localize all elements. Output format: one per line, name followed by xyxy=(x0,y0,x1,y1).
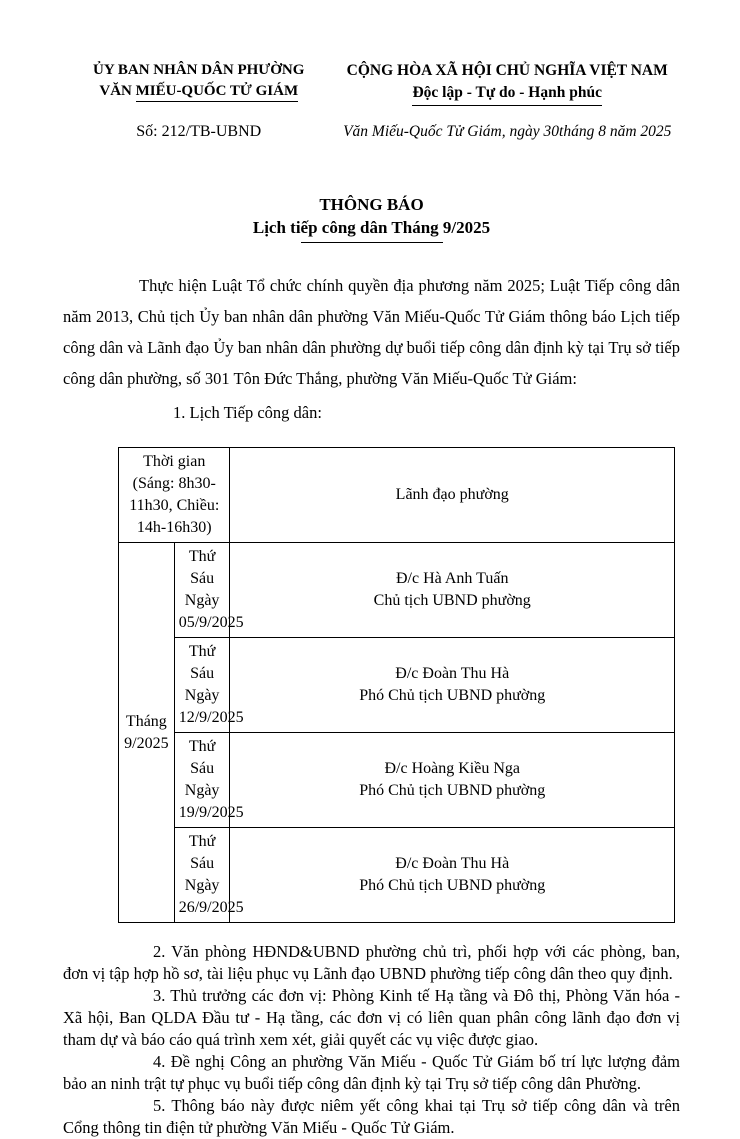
leader-cell xyxy=(230,733,675,828)
document-title: THÔNG BÁO xyxy=(319,195,424,214)
issuing-org-line2 xyxy=(63,81,334,102)
table-row xyxy=(119,828,675,923)
table-row xyxy=(119,733,675,828)
paragraph-4: 4. Đề nghị Công an phường Văn Miếu - Quốc Tử Giám bố trí lực lượng đảm bảo an ninh trật tự phục vụ buổi tiếp công dân định kỳ tại Trụ sở tiếp công dân Phường. xyxy=(63,1052,680,1093)
leader-title: Phó Chủ tịch UBND phường xyxy=(359,782,546,799)
document-subtitle: Lịch tiếp công dân Tháng 9/2025 xyxy=(252,218,491,237)
title-separator-rule xyxy=(301,242,443,243)
leader-cell xyxy=(230,638,675,733)
leader-title: Phó Chủ tịch UBND phường xyxy=(359,877,546,894)
national-header-block xyxy=(334,60,680,106)
document-header xyxy=(63,60,680,106)
month-cell: Tháng 9/2025 xyxy=(119,543,175,923)
date-cell xyxy=(174,733,244,828)
header-cell-leader: Lãnh đạo phường xyxy=(230,448,675,543)
leader-name: Đ/c Đoàn Thu Hà xyxy=(395,855,510,872)
paragraph-5: 5. Thông báo này được niêm yết công khai tại Trụ sở tiếp công dân và trên Cổng thông tin điện tử phường Văn Miếu - Quốc Tử Giám. xyxy=(63,1096,680,1137)
document-body xyxy=(63,270,680,1139)
leader-name: Đ/c Đoàn Thu Hà xyxy=(395,665,510,682)
date-label: Ngày 05/9/2025 xyxy=(178,592,244,631)
day-label: Thứ Sáu xyxy=(188,548,216,587)
leader-title: Chủ tịch UBND phường xyxy=(373,592,531,609)
date-label: Ngày 19/9/2025 xyxy=(178,782,244,821)
place-and-date: Văn Miếu-Quốc Tử Giám, ngày 30tháng 8 năm 2025 xyxy=(343,123,672,140)
day-label: Thứ Sáu xyxy=(188,833,216,872)
title-block xyxy=(63,193,680,243)
issuing-org-line2-prefix: VĂN xyxy=(99,83,136,99)
national-motto-line2: Độc lập - Tự do - Hạnh phúc xyxy=(412,81,601,106)
leader-name: Đ/c Hà Anh Tuấn xyxy=(396,570,509,587)
leader-cell xyxy=(230,828,675,923)
national-motto-line1: CỘNG HÒA XÃ HỘI CHỦ NGHĨA VIỆT NAM xyxy=(346,62,668,79)
header-time-line1: Thời gian xyxy=(143,453,206,470)
issuing-org-line2-underlined: MIẾU-QUỐC TỬ GIÁM xyxy=(136,83,299,102)
leader-cell xyxy=(230,543,675,638)
date-cell xyxy=(174,543,244,638)
header-cell-time xyxy=(119,448,230,543)
paragraph-2: 2. Văn phòng HĐND&UBND phường chủ trì, phối hợp với các phòng, ban, đơn vị tập hợp hồ sơ, tài liệu phục vụ Lãnh đạo UBND phường tiếp công dân theo quy định. xyxy=(63,942,680,983)
date-label: Ngày 12/9/2025 xyxy=(178,687,244,726)
issuing-org-block xyxy=(63,60,334,106)
schedule-table xyxy=(118,447,675,923)
leader-title: Phó Chủ tịch UBND phường xyxy=(359,687,546,704)
table-row xyxy=(119,638,675,733)
date-cell xyxy=(174,638,244,733)
issuing-org-line1: ỦY BAN NHÂN DÂN PHƯỜNG xyxy=(93,62,305,78)
table-header-row xyxy=(119,448,675,543)
document-header-row2 xyxy=(63,123,680,141)
paragraph-intro: Thực hiện Luật Tổ chức chính quyền địa phương năm 2025; Luật Tiếp công dân năm 2013, Chủ tịch Ủy ban nhân dân phường Văn Miếu-Quốc Tử Giám thông báo Lịch tiếp công dân và Lãnh đạo Ủy ban nhân dân phường dự buổi tiếp công dân định kỳ tại Trụ sở tiếp công dân phường, số 301 Tôn Đức Thắng, phường Văn Miếu-Quốc Tử Giám: xyxy=(63,276,680,388)
day-label: Thứ Sáu xyxy=(188,643,216,682)
leader-name: Đ/c Hoàng Kiều Nga xyxy=(384,760,520,777)
document-number: Số: 212/TB-UBND xyxy=(136,123,262,140)
table-row xyxy=(119,543,675,638)
date-label: Ngày 26/9/2025 xyxy=(178,877,244,916)
day-label: Thứ Sáu xyxy=(188,738,216,777)
paragraph-3: 3. Thủ trưởng các đơn vị: Phòng Kinh tế Hạ tầng và Đô thị, Phòng Văn hóa - Xã hội, Ban QLDA Đầu tư - Hạ tầng, các đơn vị có liên quan phân công lãnh đạo đơn vị tham dự và báo cáo quá trình xem xét, giải quyết các vụ việc được giao. xyxy=(63,986,680,1049)
header-time-line2: (Sáng: 8h30-11h30, Chiều: 14h-16h30) xyxy=(129,475,220,536)
section-1-heading: 1. Lịch Tiếp công dân: xyxy=(173,403,322,422)
date-cell xyxy=(174,828,244,923)
